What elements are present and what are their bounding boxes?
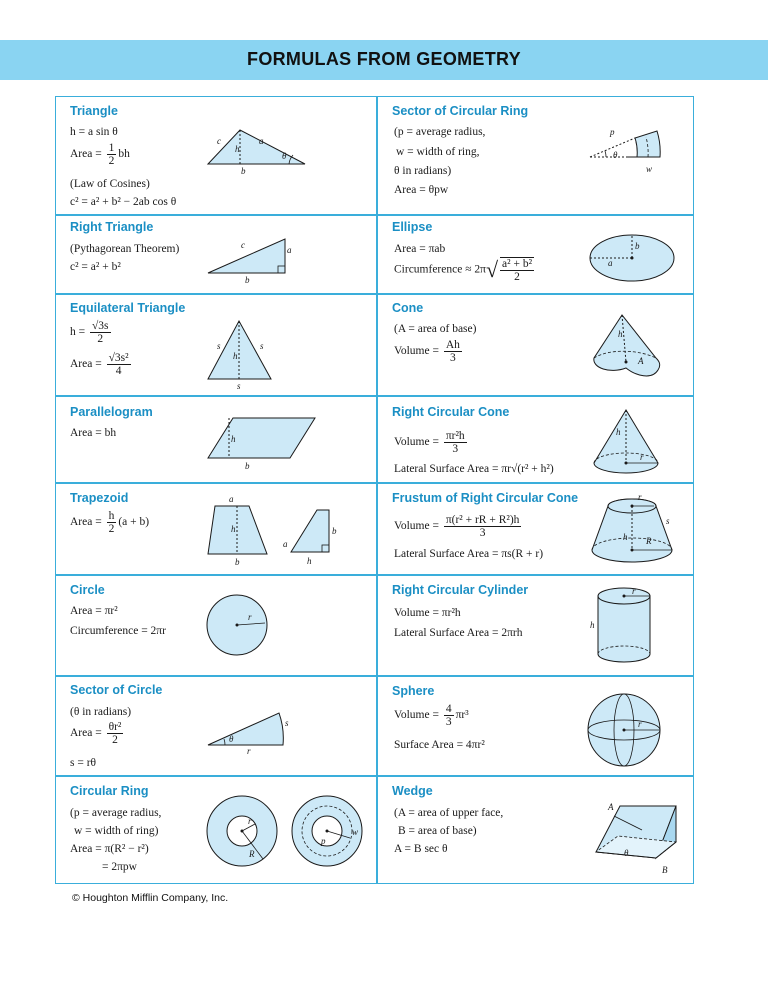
row-divider — [55, 293, 694, 295]
label-a: a — [287, 245, 292, 255]
cone-base-note: (A = area of base) — [394, 323, 477, 335]
label-r: r — [638, 492, 642, 502]
label-h: h — [616, 427, 621, 437]
fraction-numerator: θr² — [108, 721, 122, 733]
fraction-numerator: 1 — [108, 142, 115, 154]
trapezoid-figure-1 — [205, 494, 275, 569]
circumference-label: Circumference ≈ 2π — [394, 263, 486, 276]
label-p: p — [610, 127, 615, 137]
right-triangle-figure — [205, 235, 305, 290]
label-h: h — [235, 144, 240, 154]
sector-ring-radius-note: (p = average radius, — [394, 126, 486, 138]
sector-radians-note: (θ in radians) — [70, 706, 132, 718]
ellipse-figure — [588, 233, 678, 285]
fraction-denominator: 3 — [479, 527, 486, 539]
fraction-numerator: πr²h — [445, 430, 465, 442]
label-theta: θ — [613, 150, 618, 160]
area-tail: bh — [118, 148, 130, 161]
label-B: B — [662, 865, 668, 875]
copyright-footer: © Houghton Mifflin Company, Inc. — [72, 892, 229, 904]
pythagorean-label: (Pythagorean Theorem) — [70, 243, 180, 255]
sector-area-formula — [70, 721, 125, 746]
label-a: a — [229, 494, 234, 504]
label-theta: θ — [624, 848, 629, 858]
fraction-denominator: 3 — [449, 352, 456, 364]
sector-figure — [205, 708, 295, 758]
sphere-volume-formula — [394, 703, 469, 728]
fraction-denominator: 2 — [97, 333, 104, 345]
wedge-upper-face-note: (A = area of upper face, — [394, 807, 504, 819]
cylinder-volume-formula: Volume = πr²h — [394, 607, 461, 619]
label-b: b — [245, 461, 250, 471]
row-divider — [55, 775, 694, 777]
parallelogram-area-formula: Area = bh — [70, 427, 117, 439]
ellipse-circumference-formula — [394, 257, 536, 283]
circle-area-formula: Area = πr² — [70, 605, 118, 617]
label-h: h — [618, 329, 623, 339]
label-h: h — [590, 620, 595, 630]
label-r: r — [640, 452, 644, 462]
ring-heading: Circular Ring — [70, 784, 149, 798]
label-r: r — [248, 816, 252, 826]
cylinder-figure — [588, 584, 668, 670]
area-label: Area = — [70, 148, 102, 161]
right-cone-figure — [590, 407, 670, 479]
ring-figure-2 — [290, 794, 370, 869]
fraction-numerator: Ah — [445, 339, 460, 351]
fraction-denominator: 4 — [115, 365, 122, 377]
label-a: a — [283, 539, 288, 549]
volume-label: Volume = — [394, 520, 439, 533]
wedge-formula: A = B sec θ — [394, 843, 448, 855]
fraction-numerator: π(r² + rR + R²)h — [445, 514, 520, 526]
fraction-numerator: √3s² — [108, 352, 129, 364]
sector-ring-heading: Sector of Circular Ring — [392, 104, 529, 118]
wedge-heading: Wedge — [392, 784, 433, 798]
triangle-area-formula — [70, 142, 130, 167]
cone-heading: Cone — [392, 301, 424, 315]
sector-heading: Sector of Circle — [70, 683, 163, 697]
sector-ring-figure — [588, 125, 678, 180]
volume-label: Volume = — [394, 436, 439, 449]
label-h: h — [231, 524, 236, 534]
law-of-cosines-label: (Law of Cosines) — [70, 178, 150, 190]
ellipse-area-formula: Area = πab — [394, 243, 446, 255]
label-b: b — [332, 526, 337, 536]
fraction-denominator: 3 — [445, 716, 452, 728]
sphere-figure — [586, 692, 666, 770]
equilateral-figure — [205, 318, 285, 393]
label-r: r — [638, 719, 642, 729]
label-r: r — [632, 586, 636, 596]
row-divider — [55, 482, 694, 484]
label-h: h — [233, 351, 238, 361]
right-cone-volume-formula — [394, 430, 469, 455]
label-h: h — [307, 556, 312, 566]
label-s: s — [260, 341, 264, 351]
circle-figure — [205, 593, 270, 658]
label-c: c — [241, 240, 245, 250]
circle-heading: Circle — [70, 583, 105, 597]
triangle-heading: Triangle — [70, 104, 118, 118]
label-b: b — [241, 166, 246, 176]
label-a: a — [259, 136, 264, 146]
volume-tail: πr³ — [455, 709, 469, 722]
parallelogram-heading: Parallelogram — [70, 405, 153, 419]
page-title: FORMULAS FROM GEOMETRY — [247, 49, 521, 69]
wedge-figure — [592, 800, 680, 880]
cone-volume-formula — [394, 339, 464, 364]
area-label: Area = — [70, 516, 102, 529]
height-label: h = — [70, 326, 86, 339]
sector-ring-area-formula: Area = θpw — [394, 184, 449, 196]
area-label: Area = — [70, 358, 102, 371]
label-p: p — [321, 836, 326, 846]
fraction-denominator: 3 — [452, 443, 459, 455]
label-theta: θ — [282, 151, 287, 161]
fraction-denominator: 2 — [112, 734, 118, 746]
sector-arc-formula: s = rθ — [70, 757, 97, 769]
equilateral-height-formula — [70, 320, 113, 345]
triangle-figure — [205, 122, 315, 182]
ring-radius-note: (p = average radius, — [70, 807, 162, 819]
ring-figure-1 — [205, 794, 280, 869]
label-r: r — [247, 746, 251, 756]
frustum-lateral-formula: Lateral Surface Area = πs(R + r) — [394, 548, 544, 560]
label-r: r — [248, 612, 252, 622]
label-b: b — [245, 275, 250, 285]
area-tail: (a + b) — [118, 516, 150, 529]
fraction-denominator: 2 — [108, 523, 115, 535]
row-divider — [55, 395, 694, 397]
fraction-denominator: 2 — [108, 155, 115, 167]
ellipse-heading: Ellipse — [392, 220, 433, 234]
fraction-numerator: 4 — [445, 703, 452, 715]
label-R: R — [646, 536, 652, 546]
volume-label: Volume = — [394, 709, 439, 722]
frustum-figure — [588, 492, 678, 572]
label-w: w — [352, 827, 359, 837]
fraction-numerator: √3s — [92, 320, 109, 332]
label-A: A — [608, 802, 614, 812]
ring-width-note: w = width of ring) — [74, 825, 159, 837]
label-h: h — [231, 434, 236, 444]
wedge-base-note: B = area of base) — [398, 825, 477, 837]
row-divider — [55, 675, 694, 677]
sector-ring-radians-note: θ in radians) — [394, 165, 452, 177]
label-s: s — [217, 341, 221, 351]
label-b: b — [235, 557, 240, 567]
trapezoid-heading: Trapezoid — [70, 491, 129, 505]
cone-figure — [590, 312, 670, 384]
label-s: s — [285, 718, 289, 728]
trapezoid-area-formula — [70, 510, 149, 535]
label-s: s — [237, 381, 241, 391]
row-divider — [55, 214, 694, 216]
area-label: Area = — [70, 727, 102, 740]
equilateral-area-formula — [70, 352, 133, 377]
right-triangle-heading: Right Triangle — [70, 220, 154, 234]
pythagorean-formula: c² = a² + b² — [70, 261, 121, 273]
label-w: w — [646, 164, 653, 174]
fraction-denominator: 2 — [514, 271, 520, 283]
label-h: h — [623, 532, 628, 542]
frustum-heading: Frustum of Right Circular Cone — [392, 491, 579, 505]
label-A: A — [638, 356, 644, 366]
label-c: c — [217, 136, 221, 146]
row-divider — [55, 574, 694, 576]
label-b: b — [635, 241, 640, 251]
sphere-heading: Sphere — [392, 684, 435, 698]
right-cone-lateral-formula: Lateral Surface Area = πr√(r² + h²) — [394, 463, 554, 475]
sqrt-sign: √ — [485, 257, 499, 282]
frustum-volume-formula — [394, 514, 523, 539]
ring-area-alt-formula: = 2πpw — [102, 861, 137, 873]
fraction-numerator: a² + b² — [502, 258, 533, 270]
cylinder-heading: Right Circular Cylinder — [392, 583, 529, 597]
cylinder-lateral-formula: Lateral Surface Area = 2πrh — [394, 627, 523, 639]
label-theta: θ — [229, 734, 234, 744]
law-of-cosines-formula: c² = a² + b² − 2ab cos θ — [70, 196, 177, 208]
volume-label: Volume = — [394, 345, 439, 358]
label-R: R — [249, 849, 255, 859]
sector-ring-width-note: w = width of ring, — [396, 146, 480, 158]
right-cone-heading: Right Circular Cone — [392, 405, 510, 419]
equilateral-heading: Equilateral Triangle — [70, 301, 186, 315]
parallelogram-figure — [205, 412, 325, 472]
label-a: a — [608, 258, 613, 268]
sphere-surface-formula: Surface Area = 4πr² — [394, 739, 485, 751]
fraction-numerator: h — [108, 510, 115, 522]
ring-area-formula: Area = π(R² − r²) — [70, 843, 149, 855]
trapezoid-figure-2 — [285, 502, 355, 567]
label-s: s — [666, 516, 670, 526]
triangle-height-formula: h = a sin θ — [70, 126, 118, 138]
circle-circumference-formula: Circumference = 2πr — [70, 625, 166, 637]
